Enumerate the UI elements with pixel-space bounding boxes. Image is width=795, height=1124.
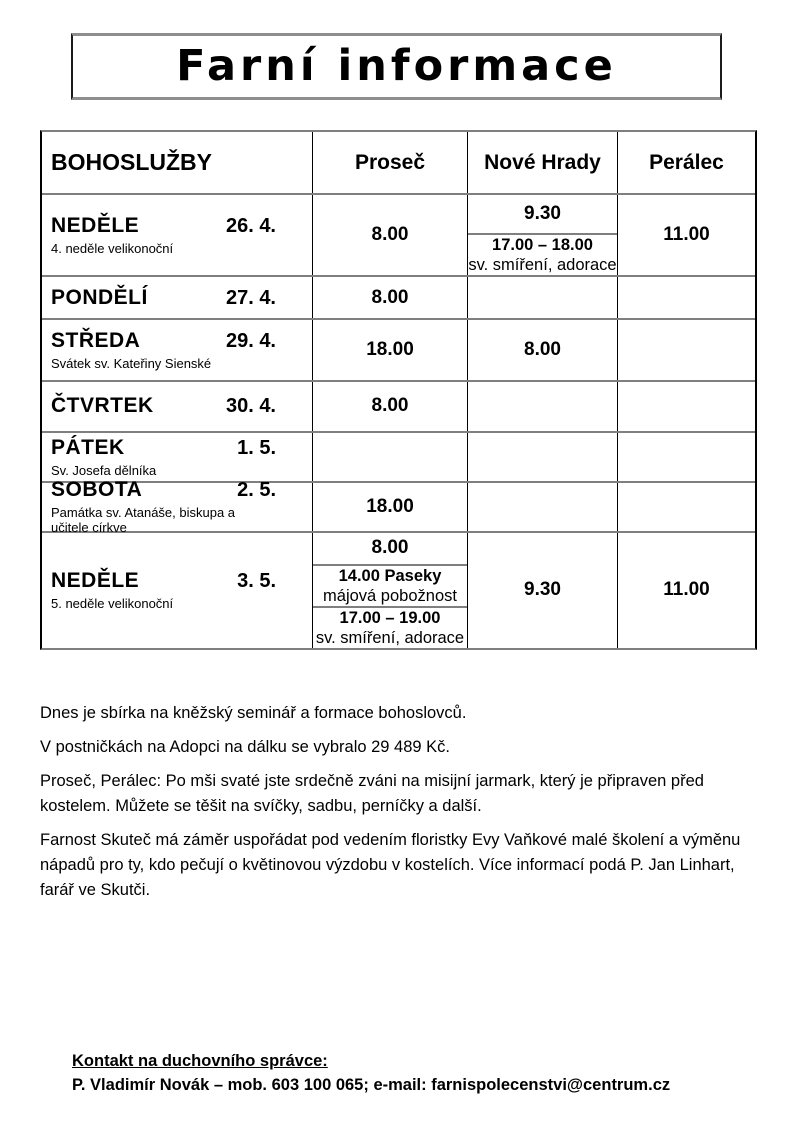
- day-label: PONDĚLÍ: [51, 285, 148, 309]
- table-row: [42, 431, 755, 481]
- announcement-paragraph: Dnes je sbírka na kněžský seminář a formace bohoslovců.: [40, 704, 467, 722]
- day-cell: [42, 533, 312, 648]
- day-cell: [42, 433, 312, 481]
- nove-hrady-extra-time: 17.00 – 18.00: [492, 236, 593, 255]
- prosec-extra-note-2: sv. smíření, adorace: [315, 628, 465, 647]
- nove-hrady-extra-note: sv. smíření, adorace: [468, 256, 617, 275]
- schedule-table: [40, 130, 757, 650]
- nove-hrady-cell-empty: [467, 483, 617, 531]
- day-label: STŘEDA: [51, 328, 141, 352]
- table-row: [42, 318, 755, 379]
- table-row: [42, 193, 755, 275]
- prosec-extra-note: májová pobožnost: [323, 586, 457, 605]
- prosec-time: 8.00: [312, 382, 467, 432]
- nove-hrady-cell-empty: [467, 433, 617, 481]
- prosec-extra-time-2: 17.00 – 19.00: [339, 608, 441, 627]
- peralec-cell-empty: [617, 277, 755, 318]
- nove-hrady-time: 8.00: [467, 320, 617, 379]
- announcement-paragraph: Proseč, Perálec: Po mši svaté jste srdečně zváni na misijní jarmark, který je připraven před kostelem. Můžete se těšit na svíčky, sadbu, perníčky a další.: [40, 772, 704, 815]
- nove-hrady-time: 9.30: [467, 533, 617, 648]
- day-label: PÁTEK: [51, 436, 125, 460]
- prosec-time: 8.00: [312, 277, 467, 318]
- prosec-time: 8.00: [371, 537, 409, 559]
- date-label: 26. 4.: [225, 215, 276, 238]
- day-cell: [42, 320, 312, 379]
- peralec-cell-empty: [617, 433, 755, 481]
- announcement-paragraph: V postničkách na Adopci na dálku se vybralo 29 489 Kč.: [40, 738, 451, 756]
- header-peralec: Perálec: [617, 132, 755, 193]
- prosec-time: 8.00: [312, 195, 467, 275]
- nove-hrady-cell-empty: [467, 382, 617, 432]
- day-cell: [42, 195, 312, 275]
- date-label: 27. 4.: [225, 286, 276, 309]
- table-row: [42, 275, 755, 318]
- announcement-paragraph: Farnost Skuteč má záměr uspořádat pod vedením floristky Evy Vaňkové malé školení a výměnu nápadů pro ty, kdo pečují o květinovou výzdobu v kostelích. Více informací podá P. Jan Linhart, farář ve Skutči.: [40, 831, 741, 899]
- date-label: 29. 4.: [225, 329, 276, 352]
- day-label: SOBOTA: [51, 478, 143, 502]
- day-subtitle: 5. neděle velikonoční: [51, 596, 174, 612]
- date-label: 2. 5.: [237, 479, 276, 502]
- table-row: [42, 380, 755, 432]
- date-label: 1. 5.: [237, 437, 276, 460]
- nove-hrady-cell: [467, 195, 617, 275]
- page-title: Farní informace: [176, 41, 617, 91]
- day-label: NEDĚLE: [51, 569, 140, 593]
- header-nove-hrady: Nové Hrady: [467, 132, 617, 193]
- table-row: [42, 478, 755, 536]
- peralec-time: 11.00: [617, 195, 755, 275]
- peralec-cell-empty: [617, 483, 755, 531]
- day-subtitle: 4. neděle velikonoční: [51, 241, 174, 257]
- day-subtitle: Sv. Josefa dělníka: [51, 463, 157, 479]
- announcements: [40, 701, 762, 912]
- header-prosec: Proseč: [312, 132, 467, 193]
- contact-line: P. Vladimír Novák – mob. 603 100 065; e-mail: farnispolecenstvi@centrum.cz: [72, 1076, 671, 1094]
- peralec-time: 11.00: [617, 533, 755, 648]
- contact-block: [72, 1049, 762, 1097]
- day-cell: [42, 277, 312, 318]
- table-row: [42, 531, 755, 648]
- prosec-cell-empty: [312, 433, 467, 481]
- nove-hrady-time: 9.30: [524, 203, 561, 225]
- day-subtitle: Svátek sv. Kateřiny Sienské: [51, 355, 212, 371]
- day-cell: [42, 382, 312, 432]
- date-label: 3. 5.: [237, 570, 276, 593]
- prosec-extra-time: 14.00 Paseky: [338, 566, 442, 585]
- nove-hrady-cell-empty: [467, 277, 617, 318]
- header-bohosluzby: BOHOSLUŽBY: [51, 149, 212, 176]
- peralec-cell-empty: [617, 382, 755, 432]
- day-subtitle: Památka sv. Atanáše, biskupa a učitele církve: [51, 505, 236, 536]
- day-label: ČTVRTEK: [51, 394, 154, 418]
- prosec-time: 18.00: [312, 320, 467, 379]
- day-cell: [42, 478, 312, 536]
- contact-heading: Kontakt na duchovního správce:: [72, 1052, 328, 1070]
- prosec-cell: [312, 533, 467, 648]
- prosec-time: 18.00: [312, 483, 467, 531]
- day-label: NEDĚLE: [51, 214, 140, 238]
- peralec-cell-empty: [617, 320, 755, 379]
- date-label: 30. 4.: [225, 395, 276, 418]
- title-box: [71, 33, 722, 100]
- table-header-row: [42, 132, 755, 193]
